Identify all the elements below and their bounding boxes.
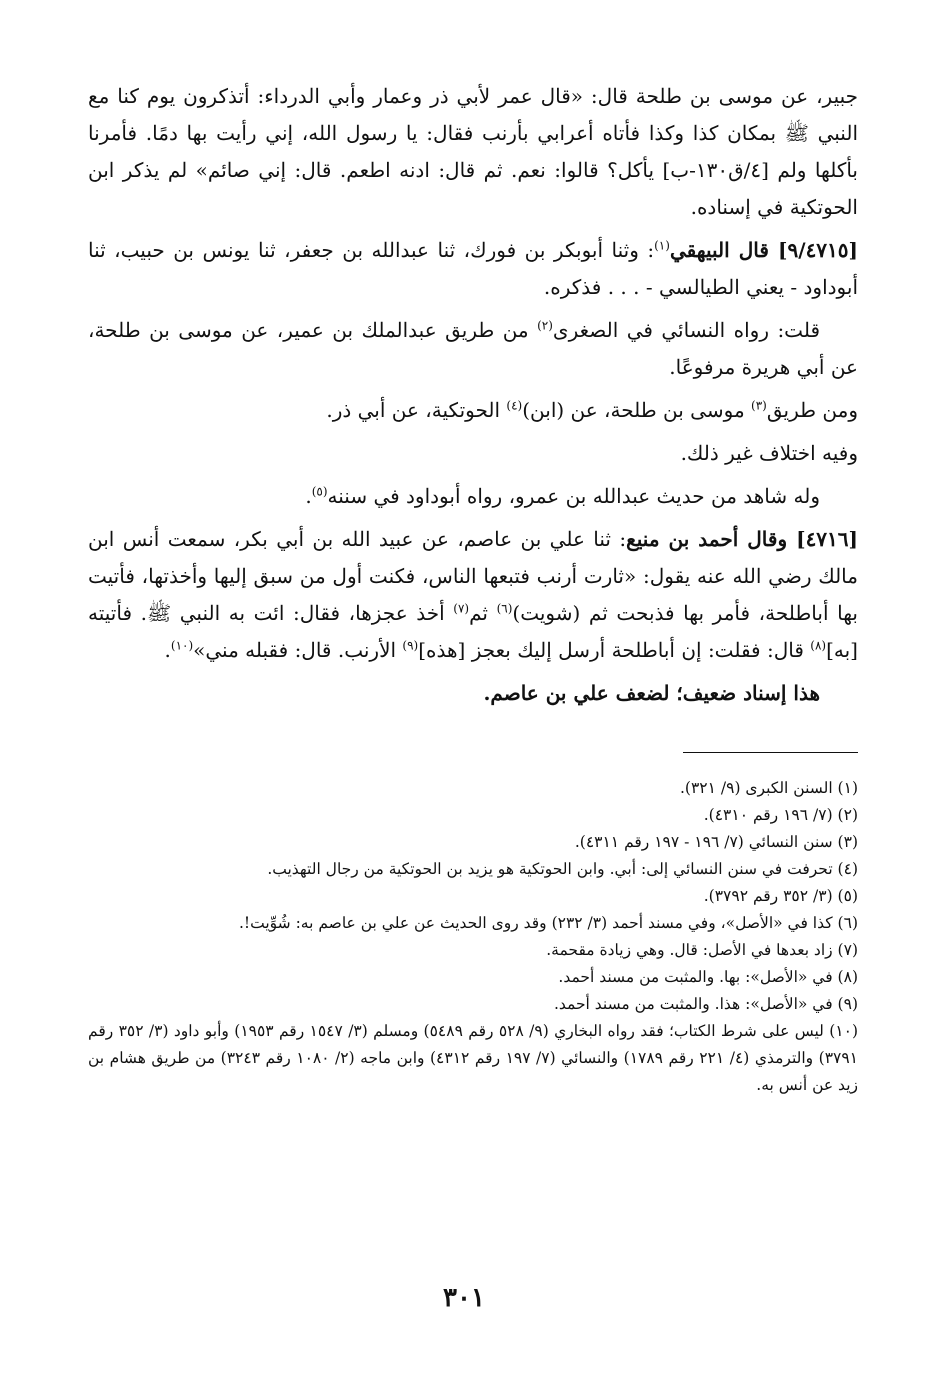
paragraph-3-text-a: قلت: رواه النسائي في الصغرى — [552, 318, 820, 342]
footnote-10: (١٠) ليس على شرط الكتاب؛ فقد رواه البخاري (٩/ ٥٢٨ رقم ٥٤٨٩) ومسلم (٣/ ١٥٤٧ رقم ١٩٥٣) وأبو داود (٣/ ٣٥٢ رقم ٣٧٩١) والترمذي (٤/ ٢٢١ رقم ١٧٨٩) والنسائي (٧/ ١٩٧ رقم ٤٣١٢) وابن ماجه (٢/ ١٠٨٠ رقم ٣٢٤٣) من طريق هشام بن زيد عن أنس به. — [88, 1022, 859, 1094]
footnote-ref-9: (٩) — [402, 638, 419, 653]
footnote-4: (٤) تحرفت في سنن النسائي إلى: أبي. وابن الحوتكية هو يزيد بن الحوتكية من رجال التهذيب. — [267, 860, 858, 878]
paragraph-3 — [88, 312, 858, 386]
paragraph-6-text-b: . — [305, 484, 312, 508]
paragraph-7-text-e: الأرنب. قال: فقبله مني» — [193, 638, 403, 662]
footnote-6: (٦) كذا في «الأصل»، وفي مسند أحمد (٣/ ٢٣٢) وقد روى الحديث عن علي بن عاصم به: شُوِّيت!. — [238, 914, 858, 932]
paragraph-6-text-a: وله شاهد من حديث عبدالله بن عمرو، رواه أبوداود في سننه — [327, 484, 820, 508]
footnote-ref-6: (٦) — [496, 601, 513, 616]
paragraph-2-text: : وثنا أبوبكر بن فورك، ثنا عبدالله بن جعفر، ثنا يونس بن حبيب، ثنا أبوداود - يعني الطيالسي - . . . فذكره. — [88, 238, 858, 299]
paragraph-7 — [88, 521, 858, 669]
paragraph-7-text-d: قال: فقلت: إن أباطلحة أرسل إليك بعجز [هذه] — [418, 638, 811, 662]
paragraph-4 — [88, 392, 858, 429]
paragraph-5-text: وفيه اختلاف غير ذلك. — [680, 441, 858, 465]
footnote-ref-10: (١٠) — [170, 638, 194, 653]
footnote-ref-3: (٣) — [751, 398, 767, 413]
footnote-8: (٨) في «الأصل»: بها. والمثبت من مسند أحمد. — [558, 968, 858, 986]
paragraph-4-text-b: موسى بن طلحة، عن (ابن) — [522, 398, 752, 422]
paragraph-7-text-b: ثم — [469, 601, 497, 625]
paragraph-2 — [88, 232, 858, 306]
footnote-ref-2: (٢) — [537, 318, 553, 333]
footnote-3: (٣) سنن النسائي (٧/ ١٩٦ - ١٩٧ رقم ٤٣١١). — [574, 833, 858, 851]
paragraph-7-text-f: . — [164, 638, 171, 662]
footnote-5: (٥) (٣/ ٣٥٢ رقم ٣٧٩٢). — [703, 887, 858, 905]
footnote-ref-8: (٨) — [810, 638, 827, 653]
footnote-divider — [683, 752, 858, 753]
page-content — [88, 78, 858, 1099]
footnote-9: (٩) في «الأصل»: هذا. والمثبت من مسند أحمد. — [553, 995, 858, 1013]
footnote-ref-4: (٤) — [506, 398, 523, 413]
paragraph-7-text-a: : ثنا علي بن عاصم، عن عبيد الله بن أبي بكر، سمعت أنس ابن مالك رضي الله عنه يقول: «ثارت أرنب فتبعها الناس، فكنت أول من سبق إليها وأخذتها، فأتيت بها أباطلحة، فأمر بها فذبحت ثم (شويت) — [88, 527, 858, 625]
paragraph-1-text: جبير، عن موسى بن طلحة قال: «قال عمر لأبي ذر وعمار وأبي الدرداء: أتذكرون يوم كنا مع النبي ﷺ بمكان كذا وكذا فأتاه أعرابي بأرنب فقال: يا رسول الله، إني رأيت بها دمًا. فأمرنا بأكلها ولم [٤/ق١٣٠-ب] يأكل؟ قالوا: نعم. ثم قال: ادنه اطعم. قال: إني صائم» لم يذكر ابن الحوتكية في إسناده. — [88, 84, 858, 219]
grading-statement — [88, 675, 858, 712]
footnote-1: (١) السنن الكبرى (٩/ ٣٢١). — [679, 779, 858, 797]
hadith-4715-heading: [٩/٤٧١٥] قال البيهقي — [669, 238, 858, 262]
footnote-ref-5: (٥) — [311, 484, 328, 499]
paragraph-6 — [88, 478, 858, 515]
footnote-2: (٢) (٧/ ١٩٦ رقم ٤٣١٠). — [703, 806, 858, 824]
paragraph-7-text-c: أخذ عجزها، فقال: ائت به النبي ﷺ. فأتيته [به] — [88, 601, 858, 662]
paragraph-4-text-a: ومن طريق — [766, 398, 858, 422]
paragraph-3-text-b: من طريق عبدالملك بن عمير، عن موسى بن طلحة، عن أبي هريرة مرفوعًا. — [88, 318, 858, 379]
paragraph-1 — [88, 78, 858, 226]
hadith-4716-heading: [٤٧١٦] وقال أحمد بن منيع — [626, 527, 858, 551]
footnote-ref-1: (١) — [654, 238, 670, 253]
paragraph-5 — [88, 435, 858, 472]
footnote-ref-7: (٧) — [453, 601, 470, 616]
paragraph-4-text-c: الحوتكية، عن أبي ذر. — [326, 398, 507, 422]
footnote-7: (٧) زاد بعدها في الأصل: قال. وهي زيادة مقحمة. — [546, 941, 858, 959]
grading-statement-text: هذا إسناد ضعيف؛ لضعف علي بن عاصم. — [483, 681, 820, 705]
page-number: ٣٠١ — [443, 1283, 485, 1313]
